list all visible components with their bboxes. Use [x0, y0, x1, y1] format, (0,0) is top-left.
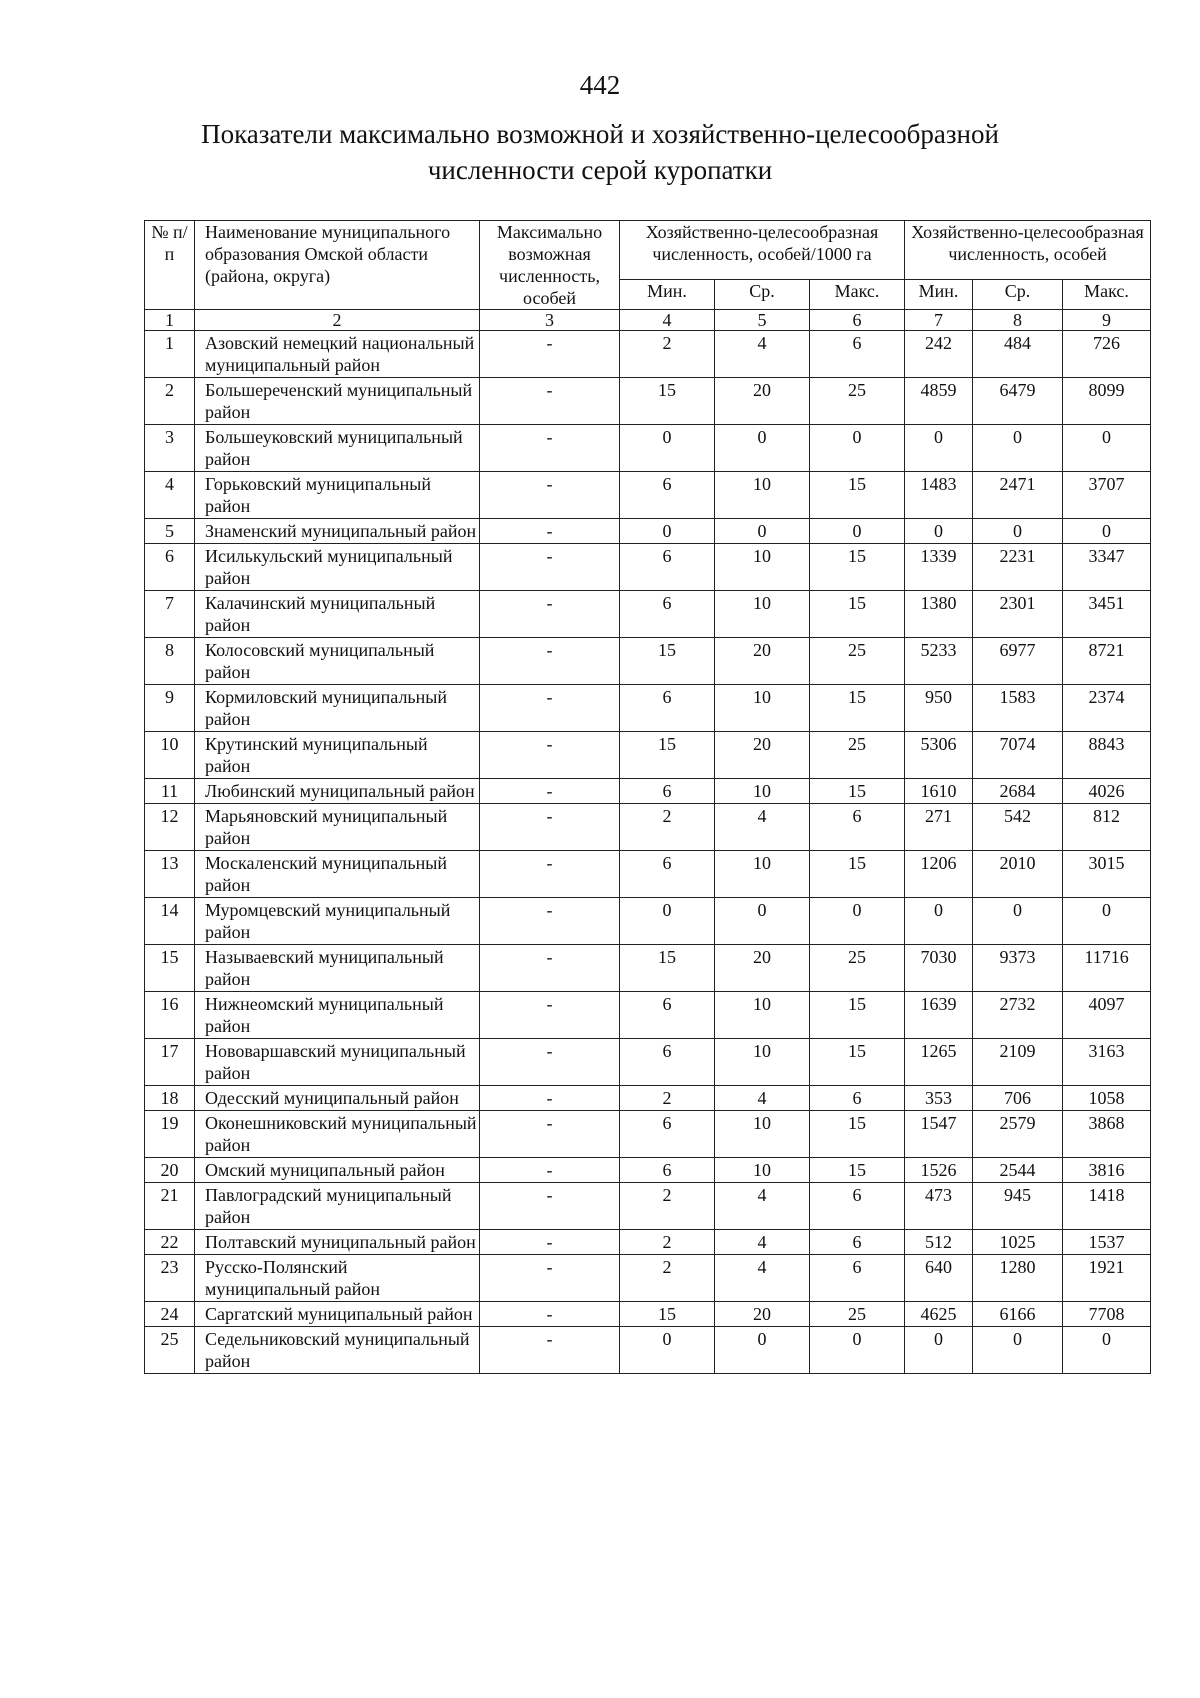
density-min-value: 15	[620, 638, 715, 685]
count-max-value: 0	[1063, 425, 1151, 472]
header-max-possible: Максимально возможная численность, особей	[480, 221, 620, 310]
density-max-value: 0	[810, 898, 905, 945]
row-number: 6	[145, 544, 195, 591]
count-max-value: 3451	[1063, 591, 1151, 638]
district-name: Исилькульский муниципальный район	[195, 544, 480, 591]
count-max-value: 11716	[1063, 945, 1151, 992]
district-name: Омский муниципальный район	[195, 1158, 480, 1183]
header-density-max: Макс.	[810, 279, 905, 309]
count-avg-value: 945	[973, 1183, 1063, 1230]
title-line-2: численности серой куропатки	[427, 155, 773, 185]
row-number: 1	[145, 331, 195, 378]
count-max-value: 3868	[1063, 1111, 1151, 1158]
row-number: 21	[145, 1183, 195, 1230]
district-name: Любинский муниципальный район	[195, 779, 480, 804]
density-max-value: 15	[810, 591, 905, 638]
count-avg-value: 2231	[973, 544, 1063, 591]
density-avg-value: 10	[715, 472, 810, 519]
district-name: Саргатский муниципальный район	[195, 1302, 480, 1327]
count-avg-value: 6166	[973, 1302, 1063, 1327]
column-number: 9	[1063, 310, 1151, 331]
row-number: 25	[145, 1327, 195, 1374]
district-name: Одесский муниципальный район	[195, 1086, 480, 1111]
header-count-avg: Ср.	[973, 279, 1063, 309]
density-avg-value: 4	[715, 1255, 810, 1302]
density-avg-value: 4	[715, 1230, 810, 1255]
district-name: Горьковский муниципальный район	[195, 472, 480, 519]
district-name: Называевский муниципальный район	[195, 945, 480, 992]
count-avg-value: 9373	[973, 945, 1063, 992]
density-min-value: 0	[620, 519, 715, 544]
table-row	[145, 1039, 1151, 1086]
max-possible-value: -	[480, 638, 620, 685]
max-possible-value: -	[480, 519, 620, 544]
max-possible-value: -	[480, 898, 620, 945]
max-possible-value: -	[480, 1111, 620, 1158]
table-row	[145, 638, 1151, 685]
density-max-value: 6	[810, 1183, 905, 1230]
count-avg-value: 2109	[973, 1039, 1063, 1086]
table-row	[145, 519, 1151, 544]
page-title	[0, 116, 1200, 188]
column-number: 7	[905, 310, 973, 331]
district-name: Большеуковский муниципальный район	[195, 425, 480, 472]
table-row	[145, 685, 1151, 732]
row-number: 15	[145, 945, 195, 992]
max-possible-value: -	[480, 331, 620, 378]
max-possible-value: -	[480, 804, 620, 851]
density-min-value: 6	[620, 591, 715, 638]
row-number: 17	[145, 1039, 195, 1086]
count-avg-value: 484	[973, 331, 1063, 378]
max-possible-value: -	[480, 851, 620, 898]
density-max-value: 25	[810, 378, 905, 425]
count-avg-value: 2579	[973, 1111, 1063, 1158]
density-max-value: 0	[810, 519, 905, 544]
count-max-value: 3707	[1063, 472, 1151, 519]
count-min-value: 4859	[905, 378, 973, 425]
row-number: 7	[145, 591, 195, 638]
count-max-value: 0	[1063, 519, 1151, 544]
row-number: 13	[145, 851, 195, 898]
table-row	[145, 945, 1151, 992]
density-avg-value: 0	[715, 519, 810, 544]
count-avg-value: 1025	[973, 1230, 1063, 1255]
count-avg-value: 6977	[973, 638, 1063, 685]
district-name: Оконешниковский муниципальный район	[195, 1111, 480, 1158]
max-possible-value: -	[480, 779, 620, 804]
density-max-value: 6	[810, 1086, 905, 1111]
row-number: 3	[145, 425, 195, 472]
count-max-value: 1537	[1063, 1230, 1151, 1255]
table-row	[145, 331, 1151, 378]
district-name: Азовский немецкий национальный муниципальный район	[195, 331, 480, 378]
row-number: 11	[145, 779, 195, 804]
row-number: 19	[145, 1111, 195, 1158]
density-avg-value: 20	[715, 945, 810, 992]
density-min-value: 0	[620, 425, 715, 472]
count-min-value: 1265	[905, 1039, 973, 1086]
max-possible-value: -	[480, 732, 620, 779]
count-min-value: 353	[905, 1086, 973, 1111]
count-avg-value: 2010	[973, 851, 1063, 898]
density-avg-value: 10	[715, 591, 810, 638]
density-max-value: 15	[810, 851, 905, 898]
column-number: 2	[195, 310, 480, 331]
density-avg-value: 20	[715, 732, 810, 779]
row-number: 22	[145, 1230, 195, 1255]
count-min-value: 1206	[905, 851, 973, 898]
count-min-value: 512	[905, 1230, 973, 1255]
table-row	[145, 1230, 1151, 1255]
count-max-value: 2374	[1063, 685, 1151, 732]
district-name: Крутинский муниципальный район	[195, 732, 480, 779]
column-number: 5	[715, 310, 810, 331]
header-num: № п/п	[145, 221, 195, 310]
count-max-value: 7708	[1063, 1302, 1151, 1327]
max-possible-value: -	[480, 1327, 620, 1374]
district-name: Большереченский муниципальный район	[195, 378, 480, 425]
row-number: 9	[145, 685, 195, 732]
count-min-value: 4625	[905, 1302, 973, 1327]
row-number: 10	[145, 732, 195, 779]
count-max-value: 8843	[1063, 732, 1151, 779]
density-max-value: 25	[810, 945, 905, 992]
table-row	[145, 1327, 1151, 1374]
density-max-value: 15	[810, 1158, 905, 1183]
table-row	[145, 851, 1151, 898]
density-avg-value: 20	[715, 378, 810, 425]
table-row	[145, 779, 1151, 804]
data-table	[144, 220, 1151, 1374]
density-max-value: 15	[810, 472, 905, 519]
count-avg-value: 0	[973, 519, 1063, 544]
max-possible-value: -	[480, 1158, 620, 1183]
density-avg-value: 10	[715, 544, 810, 591]
density-min-value: 2	[620, 1255, 715, 1302]
column-number-row	[145, 310, 1151, 331]
density-min-value: 6	[620, 1158, 715, 1183]
column-number: 4	[620, 310, 715, 331]
count-max-value: 0	[1063, 898, 1151, 945]
count-min-value: 5233	[905, 638, 973, 685]
count-avg-value: 6479	[973, 378, 1063, 425]
density-min-value: 6	[620, 1111, 715, 1158]
density-max-value: 6	[810, 804, 905, 851]
density-min-value: 6	[620, 685, 715, 732]
count-max-value: 3347	[1063, 544, 1151, 591]
district-name: Кормиловский муниципальный район	[195, 685, 480, 732]
table-row	[145, 992, 1151, 1039]
max-possible-value: -	[480, 1039, 620, 1086]
district-name: Колосовский муниципальный район	[195, 638, 480, 685]
table-row	[145, 1158, 1151, 1183]
count-min-value: 1339	[905, 544, 973, 591]
table-row	[145, 1111, 1151, 1158]
column-number: 6	[810, 310, 905, 331]
max-possible-value: -	[480, 472, 620, 519]
density-max-value: 15	[810, 544, 905, 591]
count-max-value: 812	[1063, 804, 1151, 851]
count-min-value: 0	[905, 898, 973, 945]
density-avg-value: 0	[715, 898, 810, 945]
header-count-max: Макс.	[1063, 279, 1151, 309]
district-name: Калачинский муниципальный район	[195, 591, 480, 638]
row-number: 18	[145, 1086, 195, 1111]
count-min-value: 7030	[905, 945, 973, 992]
max-possible-value: -	[480, 1086, 620, 1111]
density-avg-value: 20	[715, 1302, 810, 1327]
count-min-value: 1483	[905, 472, 973, 519]
density-min-value: 0	[620, 898, 715, 945]
density-avg-value: 10	[715, 779, 810, 804]
count-max-value: 3163	[1063, 1039, 1151, 1086]
count-max-value: 1418	[1063, 1183, 1151, 1230]
title-line-1: Показатели максимально возможной и хозяйственно-целесообразной	[201, 119, 999, 149]
density-max-value: 0	[810, 425, 905, 472]
max-possible-value: -	[480, 1230, 620, 1255]
count-min-value: 0	[905, 425, 973, 472]
header-density-group: Хозяйственно-целесообразная численность, особей/1000 га	[620, 221, 905, 280]
count-max-value: 1058	[1063, 1086, 1151, 1111]
table-row	[145, 1255, 1151, 1302]
density-max-value: 6	[810, 1230, 905, 1255]
density-max-value: 25	[810, 732, 905, 779]
count-max-value: 0	[1063, 1327, 1151, 1374]
density-min-value: 15	[620, 945, 715, 992]
density-min-value: 6	[620, 851, 715, 898]
table-body	[145, 331, 1151, 1374]
density-avg-value: 0	[715, 1327, 810, 1374]
density-max-value: 25	[810, 638, 905, 685]
header-name: Наименование муниципального образования Омской области (района, округа)	[195, 221, 480, 310]
page-number: 442	[579, 70, 621, 100]
table-row	[145, 425, 1151, 472]
count-avg-value: 2684	[973, 779, 1063, 804]
row-number: 12	[145, 804, 195, 851]
count-avg-value: 542	[973, 804, 1063, 851]
row-number: 4	[145, 472, 195, 519]
density-avg-value: 10	[715, 851, 810, 898]
count-avg-value: 0	[973, 898, 1063, 945]
row-number: 24	[145, 1302, 195, 1327]
count-avg-value: 2471	[973, 472, 1063, 519]
row-number: 23	[145, 1255, 195, 1302]
row-number: 8	[145, 638, 195, 685]
table-row	[145, 1302, 1151, 1327]
count-max-value: 3816	[1063, 1158, 1151, 1183]
density-min-value: 2	[620, 804, 715, 851]
density-min-value: 0	[620, 1327, 715, 1374]
max-possible-value: -	[480, 1255, 620, 1302]
count-max-value: 726	[1063, 331, 1151, 378]
header-density-avg: Ср.	[715, 279, 810, 309]
district-name: Москаленский муниципальный район	[195, 851, 480, 898]
table-row	[145, 472, 1151, 519]
count-min-value: 1526	[905, 1158, 973, 1183]
density-min-value: 6	[620, 992, 715, 1039]
count-min-value: 242	[905, 331, 973, 378]
row-number: 2	[145, 378, 195, 425]
density-min-value: 6	[620, 544, 715, 591]
table-row	[145, 591, 1151, 638]
count-avg-value: 0	[973, 1327, 1063, 1374]
density-max-value: 15	[810, 685, 905, 732]
density-avg-value: 20	[715, 638, 810, 685]
count-min-value: 271	[905, 804, 973, 851]
row-number: 5	[145, 519, 195, 544]
density-min-value: 2	[620, 1230, 715, 1255]
count-min-value: 5306	[905, 732, 973, 779]
density-min-value: 15	[620, 378, 715, 425]
table-row	[145, 898, 1151, 945]
density-min-value: 6	[620, 779, 715, 804]
count-min-value: 0	[905, 1327, 973, 1374]
density-avg-value: 10	[715, 1039, 810, 1086]
max-possible-value: -	[480, 378, 620, 425]
district-name: Нижнеомский муниципальный район	[195, 992, 480, 1039]
district-name: Знаменский муниципальный район	[195, 519, 480, 544]
max-possible-value: -	[480, 544, 620, 591]
table-row	[145, 544, 1151, 591]
density-avg-value: 4	[715, 1183, 810, 1230]
density-max-value: 15	[810, 779, 905, 804]
header-count-group: Хозяйственно-целесообразная численность, особей	[905, 221, 1151, 280]
district-name: Седельниковский муниципальный район	[195, 1327, 480, 1374]
density-min-value: 2	[620, 1086, 715, 1111]
max-possible-value: -	[480, 1183, 620, 1230]
count-max-value: 8721	[1063, 638, 1151, 685]
district-name: Русско-Полянский муниципальный район	[195, 1255, 480, 1302]
header-density-min: Мин.	[620, 279, 715, 309]
district-name: Полтавский муниципальный район	[195, 1230, 480, 1255]
table-row	[145, 804, 1151, 851]
column-number: 3	[480, 310, 620, 331]
count-min-value: 1547	[905, 1111, 973, 1158]
table-row	[145, 378, 1151, 425]
table-row	[145, 732, 1151, 779]
max-possible-value: -	[480, 945, 620, 992]
density-min-value: 6	[620, 1039, 715, 1086]
max-possible-value: -	[480, 992, 620, 1039]
table-row	[145, 1183, 1151, 1230]
district-name: Нововаршавский муниципальный район	[195, 1039, 480, 1086]
count-avg-value: 1583	[973, 685, 1063, 732]
density-max-value: 15	[810, 1039, 905, 1086]
density-min-value: 2	[620, 1183, 715, 1230]
density-max-value: 6	[810, 1255, 905, 1302]
table-header	[145, 221, 1151, 331]
max-possible-value: -	[480, 1302, 620, 1327]
density-min-value: 15	[620, 732, 715, 779]
count-avg-value: 2301	[973, 591, 1063, 638]
count-min-value: 473	[905, 1183, 973, 1230]
count-min-value: 950	[905, 685, 973, 732]
column-number: 1	[145, 310, 195, 331]
count-avg-value: 7074	[973, 732, 1063, 779]
density-max-value: 6	[810, 331, 905, 378]
row-number: 20	[145, 1158, 195, 1183]
density-max-value: 15	[810, 992, 905, 1039]
density-avg-value: 4	[715, 1086, 810, 1111]
count-min-value: 640	[905, 1255, 973, 1302]
density-avg-value: 10	[715, 685, 810, 732]
table-row	[145, 1086, 1151, 1111]
count-min-value: 1610	[905, 779, 973, 804]
count-max-value: 1921	[1063, 1255, 1151, 1302]
district-name: Павлоградский муниципальный район	[195, 1183, 480, 1230]
column-number: 8	[973, 310, 1063, 331]
density-max-value: 15	[810, 1111, 905, 1158]
max-possible-value: -	[480, 425, 620, 472]
count-avg-value: 1280	[973, 1255, 1063, 1302]
count-min-value: 1380	[905, 591, 973, 638]
count-max-value: 8099	[1063, 378, 1151, 425]
count-avg-value: 706	[973, 1086, 1063, 1111]
count-min-value: 0	[905, 519, 973, 544]
count-max-value: 4026	[1063, 779, 1151, 804]
density-min-value: 2	[620, 331, 715, 378]
count-avg-value: 2544	[973, 1158, 1063, 1183]
count-max-value: 3015	[1063, 851, 1151, 898]
row-number: 14	[145, 898, 195, 945]
count-min-value: 1639	[905, 992, 973, 1039]
density-min-value: 15	[620, 1302, 715, 1327]
density-avg-value: 10	[715, 1158, 810, 1183]
count-avg-value: 2732	[973, 992, 1063, 1039]
max-possible-value: -	[480, 591, 620, 638]
density-min-value: 6	[620, 472, 715, 519]
count-max-value: 4097	[1063, 992, 1151, 1039]
row-number: 16	[145, 992, 195, 1039]
district-name: Марьяновский муниципальный район	[195, 804, 480, 851]
density-avg-value: 10	[715, 1111, 810, 1158]
density-max-value: 0	[810, 1327, 905, 1374]
count-avg-value: 0	[973, 425, 1063, 472]
density-max-value: 25	[810, 1302, 905, 1327]
header-count-min: Мин.	[905, 279, 973, 309]
density-avg-value: 4	[715, 804, 810, 851]
density-avg-value: 4	[715, 331, 810, 378]
max-possible-value: -	[480, 685, 620, 732]
district-name: Муромцевский муниципальный район	[195, 898, 480, 945]
density-avg-value: 0	[715, 425, 810, 472]
density-avg-value: 10	[715, 992, 810, 1039]
